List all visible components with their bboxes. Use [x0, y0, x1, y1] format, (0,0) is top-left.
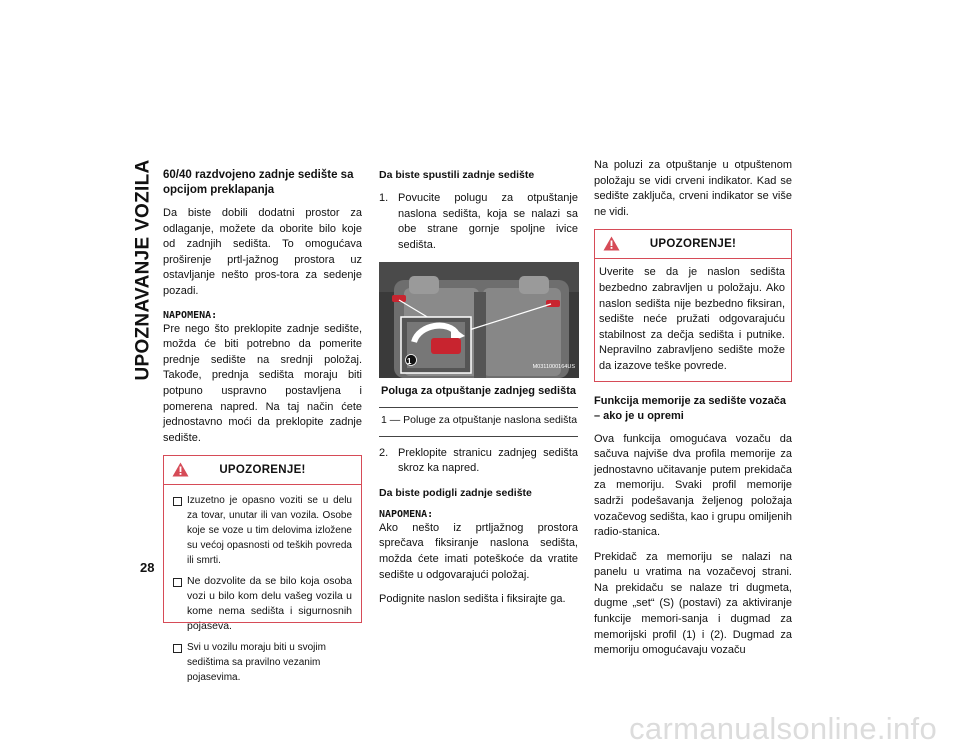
memory-heading: Funkcija memorije za sedište vozača – ako je u opremi	[594, 394, 786, 422]
warning-item: Izuzetno je opasno voziti se u delu za tovar, unutar ili van vozila. Osobe koje se voze u tim delovima izložene su većoj opasnosti od teških povreda ili smrti.	[173, 493, 352, 568]
column-1	[163, 168, 362, 684]
warning-title: UPOZORENJE!	[649, 237, 737, 250]
step-number: 2.	[379, 446, 389, 459]
note-label: NAPOMENA:	[163, 309, 218, 321]
step-text: Povucite polugu za otpuštanje naslona sedišta, koja se nalazi sa obe strane gornje spoljne ivice sedišta.	[398, 192, 578, 251]
intro-paragraph: Da biste dobili dodatni prostor za odlaganje, možete da oborite bilo koje od zadnjih sedišta. To omogućava proširenje prtl-jažnog prostora uz ostavljanje nešto pros-tora za sedenje pozadi.	[163, 207, 362, 297]
warning-item: Svi u vozilu moraju biti u svojim sedištima sa pravilno vezanim pojasevima.	[173, 640, 352, 685]
figure-callout: 1	[407, 357, 412, 367]
step-text: Preklopite stranicu zadnjeg sedišta skroz ka napred.	[398, 446, 578, 475]
step-2	[379, 446, 578, 477]
subheading-raise-seat: Da biste podigli zadnje sedište	[379, 486, 532, 499]
figure-legend: 1 — Poluge za otpuštanje naslona sedišta	[379, 407, 578, 437]
bullet-square-icon	[173, 497, 182, 506]
bullet-square-icon	[173, 644, 182, 653]
column-3	[594, 158, 792, 668]
warning-body	[164, 485, 361, 699]
warning-text: Uverite se da je naslon sedišta bezbedno zabravljen u položaju. Ako naslon sedišta nije bezbedno fiksiran, sedište neće pružati odgovarajuću stabilnost za dečja sedišta i putnike. Nepravilno zabravljeno sedište može da izazove teške povrede.	[599, 266, 785, 372]
seat-release-figure	[379, 262, 579, 378]
section-heading: 60/40 razdvojeno zadnje sedište sa opcijom preklapanja	[163, 169, 354, 196]
warning-header	[164, 456, 361, 485]
bullet-square-icon	[173, 578, 182, 587]
figure-code: M0311000164US	[532, 363, 575, 370]
warning-title: UPOZORENJE!	[219, 463, 306, 476]
watermark: carmanualsonline.info	[629, 711, 937, 746]
warning-triangle-icon	[172, 462, 189, 477]
side-section-title	[128, 159, 160, 381]
warning-triangle-icon	[603, 236, 620, 251]
final-paragraph: Podignite naslon sedišta i fiksirajte ga.	[379, 593, 566, 606]
side-section-title-text: UPOZNAVANJE VOZILA	[133, 159, 155, 381]
note-text: Ako nešto iz prtljažnog prostora sprečava fiksiranje naslona sedišta, možda ćete imati poteškoće da vratite sedište u odgovarajući položaj.	[379, 521, 578, 581]
memory-paragraph-1: Ova funkcija omogućava vozaču da sačuva najviše dva profila memorije za jednostavno učitavanje putem prekidača za memoriju. Svaki profil memorije sadrži podešavanja željenog položaja vozačevog sedišta, kao i grupu omiljenih radio-stanica.	[594, 432, 792, 539]
warning-box	[594, 229, 792, 381]
note-text: Pre nego što preklopite zadnje sedište, možda će biti potrebno da pomerite prednje sedište na srednji položaj. Takođe, prednja sedišta moraju biti potpuno uspravno postavljena i pomerena napred. Na taj način ćete jednostavno moći da preklopite zadnje sedište.	[163, 322, 362, 444]
note-block	[379, 508, 578, 583]
step-1	[379, 191, 578, 253]
warning-item: Ne dozvolite da se bilo koja osoba vozi u bilo kom delu vašeg vozila u kome nema sedišta i sigurnosnih pojaseva.	[173, 574, 352, 634]
warning-header	[595, 230, 791, 259]
indicator-paragraph: Na poluzi za otpuštanje u otpuštenom položaju se vidi crveni indikator. Kad se sedište zaključa, crveni indikator se više ne vidi.	[594, 159, 792, 218]
step-number: 1.	[379, 192, 389, 204]
column-2	[379, 168, 578, 617]
figure-caption: Poluga za otpuštanje zadnjeg sedišta	[381, 385, 576, 398]
memory-paragraph-2: Prekidač za memoriju se nalazi na panelu u vratima na vozačevoj strani. Na prekidaču se nalaze tri dugmeta, dugme „set“ (S) (postavi) za aktiviranje funkcije memori-sanja i dugmad za memorijski profil (1) i (2). Dugmad za memoriju omogućavaju vozaču	[594, 550, 792, 657]
warning-box	[163, 455, 362, 684]
note-block	[163, 309, 362, 447]
subheading-lower-seat: Da biste spustili zadnje sedište	[379, 169, 535, 181]
note-label: NAPOMENA:	[379, 508, 434, 520]
page-number: 28	[140, 560, 155, 575]
